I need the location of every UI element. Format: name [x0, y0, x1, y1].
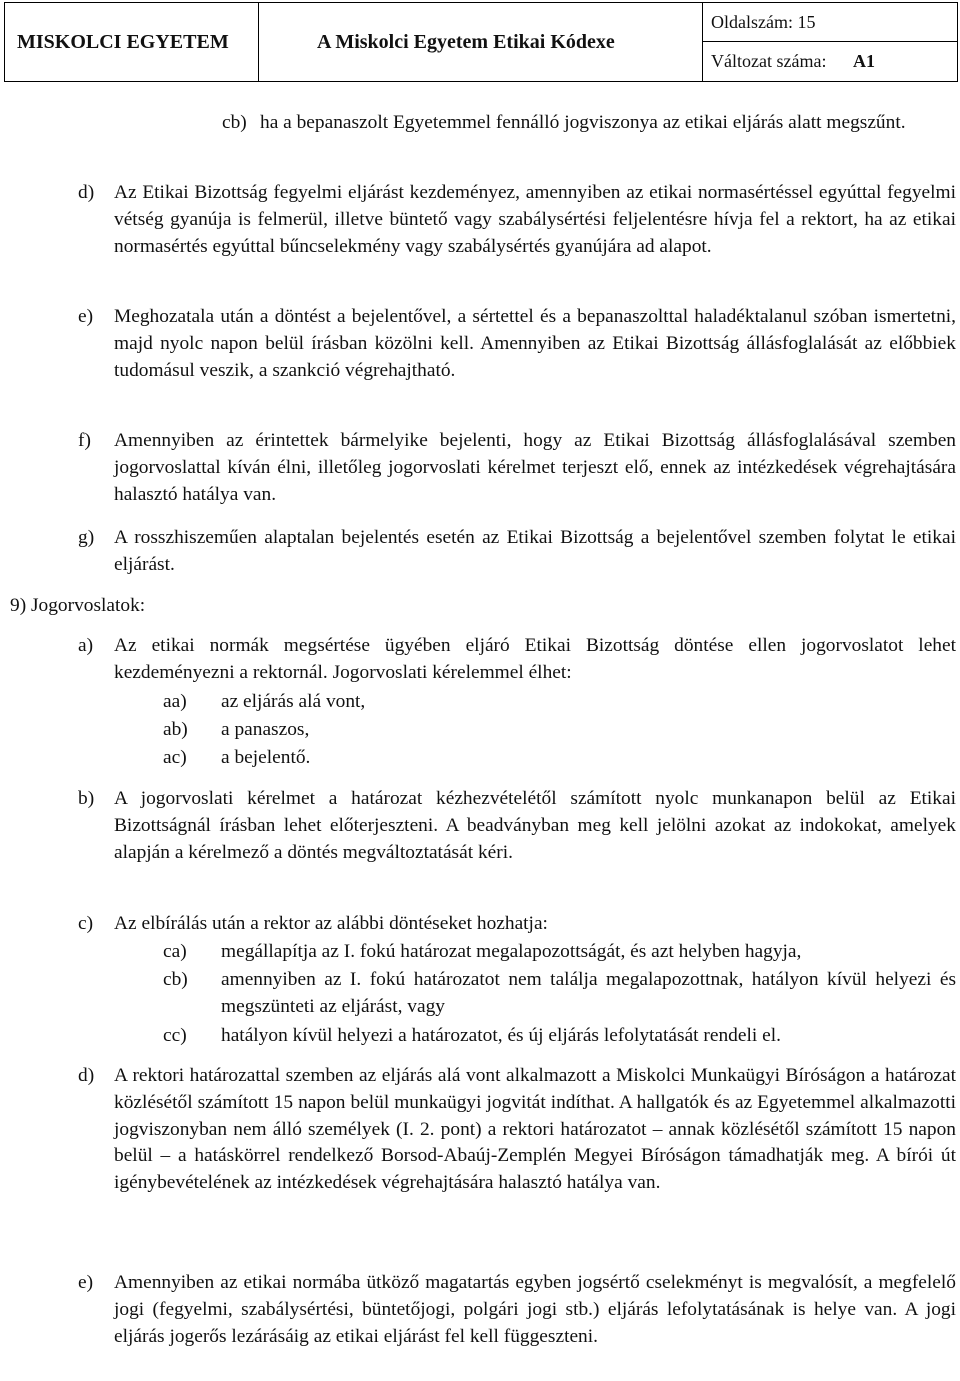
item-f-text: Amennyiben az érintettek bármelyike bejelenti, hogy az Etikai Bizottság állásfoglalásával szemben jogorvoslattal kíván élni, illetőleg jogorvoslati kérelmet terjeszt elő, ennek az intézkedések végrehajtására halasztó hatálya van.: [114, 430, 956, 505]
header-page-number: Oldalszám: 15: [703, 3, 957, 42]
header-version-label: Változat száma:: [711, 51, 827, 71]
s9c-subitem-ca-key: ca): [163, 941, 187, 962]
item-e-text: Meghozatala után a döntést a bejelentővel, a sértettel és a bepanaszolttal haladéktalanul szóban ismertetni, majd nyolc napon belül írásban közölni kell. Amennyiben az Etikai Bizottság állásfoglalását az előbbiek tudomásul veszik, a szankció végrehajtható.: [114, 306, 956, 381]
s9a-subitem-ac: ac) a bejelentő.: [163, 747, 311, 768]
item-d-text: Az Etikai Bizottság fegyelmi eljárást kezdeményez, amennyiben az etikai normasértéssel egyúttal fegyelmi vétség gyanúja is felmerül, illetve büntető vagy szabálysértési feljelentésre hívja fel a rektort, ha az etikai normasértés egyúttal bűncselekmény vagy szabálysértés gyanújára ad alapot.: [114, 182, 956, 257]
item-g-text: A rosszhiszeműen alaptalan bejelentés esetén az Etikai Bizottság a bejelentővel szemben folytat le etikai eljárást.: [114, 527, 956, 575]
s9-item-b-marker: b): [78, 788, 95, 809]
s9-item-e-marker: e): [78, 1272, 94, 1293]
s9-item-c-marker: c): [78, 913, 94, 934]
item-e-marker: e): [78, 306, 94, 327]
section-9-heading: 9) Jogorvoslatok:: [10, 595, 146, 616]
item-f-marker: f): [78, 430, 91, 451]
header-version-value: A1: [853, 51, 875, 71]
s9a-subitem-aa: aa) az eljárás alá vont,: [163, 691, 366, 712]
s9-item-b-text: A jogorvoslati kérelmet a határozat kézhezvételétől számított nyolc munkanapon belül az Etikai Bizottságnál írásban lehet előterjeszteni. A beadványban meg kell jelölni azokat az indokokat, amelyek alapján a kérelmező a döntés megváltoztatását kéri.: [114, 788, 956, 863]
s9-item-d-marker: d): [78, 1065, 95, 1086]
s9-item-e-text: Amennyiben az etikai normába ütköző magatartás egyben jogsértő cselekményt is megvalósít, a megfelelő jogi (fegyelmi, szabálysértési, büntetőjogi, polgári jogi stb.) eljárás lefolytatásának is helye van. A jogi eljárás jogerős lezárásáig az etikai eljárást fel kell függeszteni.: [114, 1272, 956, 1347]
item-cb-text: ha a bepanaszolt Egyetemmel fennálló jogviszonya az etikai eljárás alatt megszűnt.: [260, 112, 906, 133]
s9-item-c-text: Az elbírálás után a rektor az alábbi döntéseket hozhatja:: [114, 913, 548, 934]
s9-item-d-text: A rektori határozattal szemben az eljárás alá vont alkalmazott a Miskolci Munkaügyi Bíróságon a határozat közlésétől számított 15 napon belül munkaügyi jogvitát indíthat. A hallgatók és az Egyetemmel alkalmazotti jogviszonyban nem álló személyek (I. 2. pont) a rektori határozatot – annak közlésétől számított 15 napon belül – a hatáskörrel rendelkező Borsod-Abaúj-Zemplén Megyei Bíróságon támadhatják meg. A bírói út igénybevételének az intézkedések végrehajtására halasztó hatálya van.: [114, 1065, 956, 1194]
s9c-subitem-cb-key: cb): [163, 969, 188, 990]
document-header: [4, 2, 958, 82]
header-document-title: A Miskolci Egyetem Etikai Kódexe: [259, 3, 703, 81]
header-meta: [703, 3, 957, 81]
s9c-subitem-cc-text: hatályon kívül helyezi a határozatot, és új eljárás lefolytatását rendeli el.: [221, 1025, 781, 1046]
item-cb-marker: cb): [222, 112, 247, 133]
header-version: [703, 42, 957, 81]
s9c-subitem-cb-text: amennyiben az I. fokú határozatot nem találja megalapozottnak, hatályon kívül helyezi és megszünteti az eljárást, vagy: [221, 969, 956, 1017]
s9-item-a-text: Az etikai normák megsértése ügyében eljáró Etikai Bizottság döntése ellen jogorvoslatot lehet kezdeményezni a rektornál. Jogorvoslati kérelemmel élhet:: [114, 635, 956, 683]
header-university: MISKOLCI EGYETEM: [5, 3, 259, 81]
s9-item-a-marker: a): [78, 635, 94, 656]
item-d-marker: d): [78, 182, 95, 203]
s9c-subitem-ca-text: megállapítja az I. fokú határozat megalapozottságát, és azt helyben hagyja,: [221, 941, 802, 962]
s9c-subitem-cc-key: cc): [163, 1025, 187, 1046]
s9a-subitem-ab: ab) a panaszos,: [163, 719, 310, 740]
item-g-marker: g): [78, 527, 95, 548]
